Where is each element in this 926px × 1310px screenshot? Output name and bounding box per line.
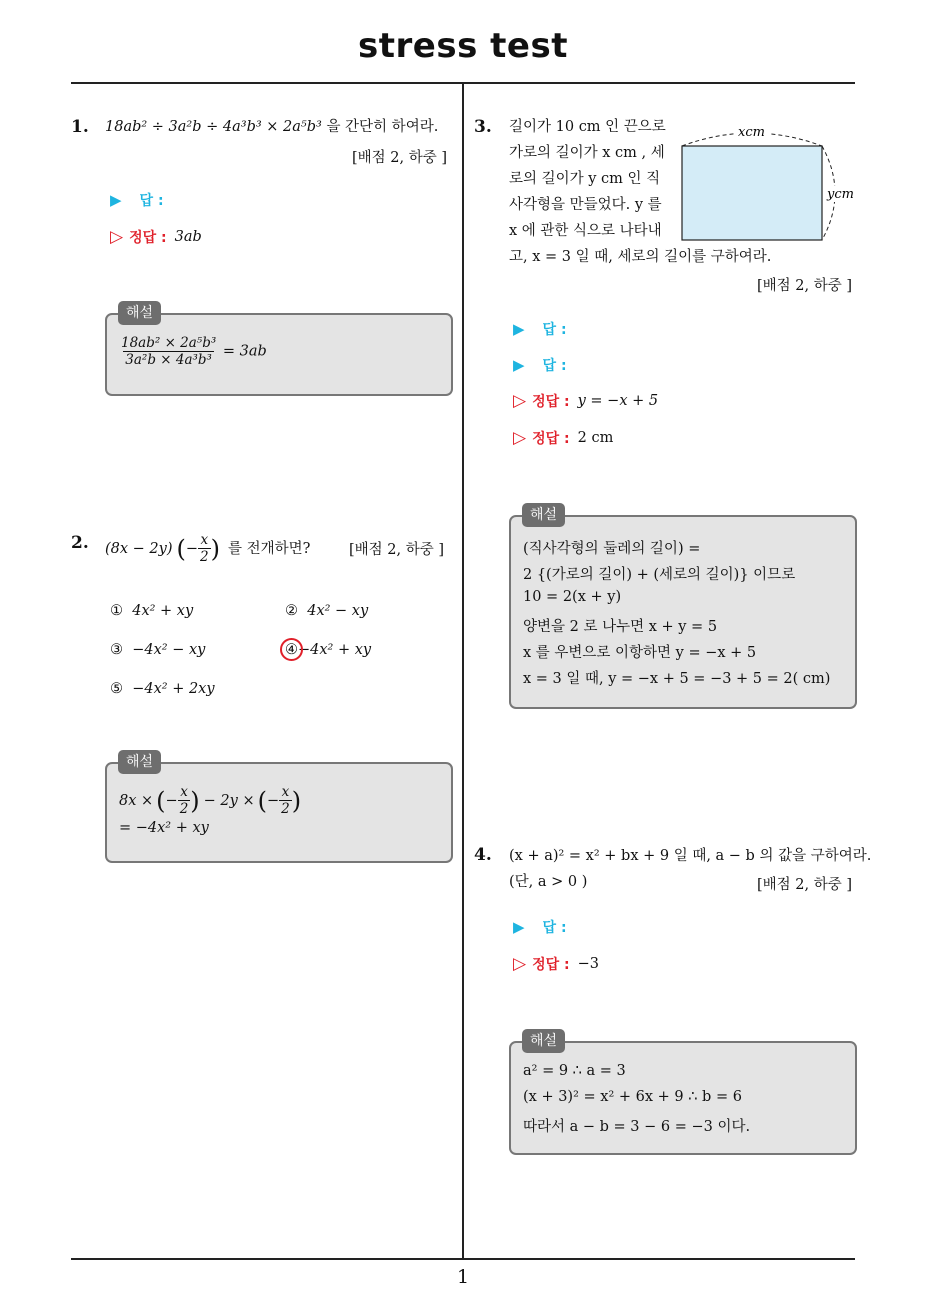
- q3-meta: [배점 2, 하중 ]: [757, 278, 853, 294]
- q4-correct-row: ▷ 정답 : −3: [513, 954, 599, 974]
- q2-choice-4[interactable]: ④−4x² + xy: [285, 642, 371, 658]
- q1-solution-numerator: 18ab² × 2a⁵b³: [121, 335, 217, 351]
- q3-line-5: x 에 관한 식으로 나타내: [509, 223, 662, 239]
- page-number: 1: [456, 1266, 470, 1288]
- q1-solution-rhs: = 3ab: [222, 343, 267, 360]
- q3-number: 3.: [474, 117, 492, 137]
- q4-number: 4.: [474, 845, 492, 865]
- q3-line-2: 가로의 길이가 x cm , 세: [509, 145, 665, 161]
- q3-sol-line-2: 2 {(가로의 길이) + (세로의 길이)} 이므로: [523, 567, 796, 583]
- q3-answer-row-2[interactable]: ▶ 답 :: [513, 356, 567, 374]
- q1-text: [105, 114, 438, 140]
- q3-line-3: 로의 길이가 y cm 인 직: [509, 171, 661, 187]
- q2-expression: (8x − 2y): [105, 540, 173, 557]
- q4-correct-value: −3: [577, 956, 599, 972]
- q1-solution-tag: 해설: [118, 301, 161, 325]
- q2-solution-tag: 해설: [118, 750, 161, 774]
- q2-solution-box: [105, 762, 453, 863]
- q1-answer-label: 답 :: [139, 193, 164, 209]
- q3-line-1: 길이가 10 cm 인 끈으로: [509, 119, 666, 135]
- q1-number: 1.: [71, 117, 89, 137]
- selected-circle-icon: [280, 638, 303, 661]
- play-icon: ▶: [513, 320, 525, 338]
- play-icon: ▶: [110, 191, 122, 209]
- q3-correct-value-1: y = −x + 5: [577, 393, 659, 409]
- q3-solution-tag: 해설: [522, 503, 565, 527]
- q4-sol-line-3: 따라서 a − b = 3 − 6 = −3 이다.: [523, 1119, 751, 1135]
- q4-line-2: (단, a > 0 ): [509, 874, 588, 890]
- q4-answer-row[interactable]: ▶ 답 :: [513, 918, 567, 936]
- q3-correct-row-2: ▷ 정답 : 2 cm: [513, 428, 614, 448]
- q2-choice-3[interactable]: ③ −4x² − xy: [110, 642, 206, 658]
- q2-solution-line-2: = −4x² + xy: [119, 820, 209, 836]
- q3-solution-box: [509, 515, 857, 709]
- q2-choice-1[interactable]: ① 4x² + xy: [110, 603, 194, 619]
- column-divider: [462, 83, 464, 1259]
- q3-sol-line-6: x = 3 일 때, y = −x + 5 = −3 + 5 = 2( cm): [523, 671, 831, 687]
- q3-sol-line-1: (직사각형의 둘레의 길이) =: [523, 541, 701, 557]
- q3-answer-row-1[interactable]: ▶ 답 :: [513, 320, 567, 338]
- q3-line-6: 고, x = 3 일 때, 세로의 길이를 구하여라.: [509, 249, 772, 265]
- q4-solution-tag: 해설: [522, 1029, 565, 1053]
- q1-correct-value: 3ab: [174, 229, 202, 245]
- q3-rectangle-diagram: [672, 118, 862, 248]
- q2-choice-5[interactable]: ⑤ −4x² + 2xy: [110, 681, 215, 697]
- q4-solution-box: [509, 1041, 857, 1155]
- page-title: stress test: [358, 26, 568, 66]
- q1-answer-row[interactable]: [110, 190, 164, 210]
- triangle-outline-icon: ▷: [110, 227, 124, 247]
- q2-frac-den: 2: [200, 549, 209, 565]
- bottom-divider: [71, 1258, 855, 1260]
- q4-sol-line-1: a² = 9 ∴ a = 3: [523, 1063, 626, 1079]
- q2-solution-line-1: 8x × ( − $\frac{x}{2}$ ) − 2y × ( − $\frac{x}{2}$ ): [119, 784, 302, 817]
- q3-sol-line-3: 10 = 2(x + y): [523, 589, 622, 605]
- q2-choice-2[interactable]: ② 4x² − xy: [285, 603, 369, 619]
- q1-suffix: 을 간단히 하여라.: [326, 119, 439, 135]
- q3-height-label: ycm: [827, 187, 854, 202]
- q3-line-4: 사각형을 만들었다. y 를: [509, 197, 662, 213]
- q4-meta: [배점 2, 하중 ]: [757, 877, 853, 893]
- q2-suffix: 를 전개하면?: [228, 540, 311, 557]
- q3-rectangle: [682, 146, 822, 240]
- q3-correct-row-1: ▷ 정답 : y = −x + 5: [513, 391, 659, 411]
- triangle-outline-icon: ▷: [513, 391, 527, 411]
- q3-correct-value-2: 2 cm: [577, 430, 614, 446]
- q1-solution-line: [119, 335, 267, 368]
- q4-sol-line-2: (x + 3)² = x² + 6x + 9 ∴ b = 6: [523, 1089, 742, 1105]
- q1-correct-label: 정답 :: [129, 230, 167, 246]
- q1-meta: [배점 2, 하중 ]: [352, 150, 448, 166]
- triangle-outline-icon: ▷: [513, 428, 527, 448]
- q2-frac-num: x: [200, 532, 209, 548]
- q3-sol-line-4: 양변을 2 로 나누면 x + y = 5: [523, 619, 718, 635]
- play-icon: ▶: [513, 356, 525, 374]
- q1-solution-box: [105, 313, 453, 396]
- triangle-outline-icon: ▷: [513, 954, 527, 974]
- q2-text: (8x − 2y) ( − $\frac{x}{2}$ ) 를 전개하면?: [105, 532, 311, 565]
- q1-expression: 18ab² ÷ 3a²b ÷ 4a³b³ × 2a⁵b³: [105, 119, 322, 135]
- q1-solution-denominator: 3a²b × 4a³b³: [125, 352, 212, 368]
- q2-meta: [배점 2, 하중 ]: [349, 542, 445, 558]
- play-icon: ▶: [513, 918, 525, 936]
- q3-sol-line-5: x 를 우변으로 이항하면 y = −x + 5: [523, 645, 757, 661]
- q1-correct-row: [110, 227, 202, 247]
- q3-width-label: xcm: [738, 125, 765, 140]
- q2-number: 2.: [71, 533, 89, 553]
- q4-line-1: (x + a)² = x² + bx + 9 일 때, a − b 의 값을 구하여라.: [509, 848, 872, 864]
